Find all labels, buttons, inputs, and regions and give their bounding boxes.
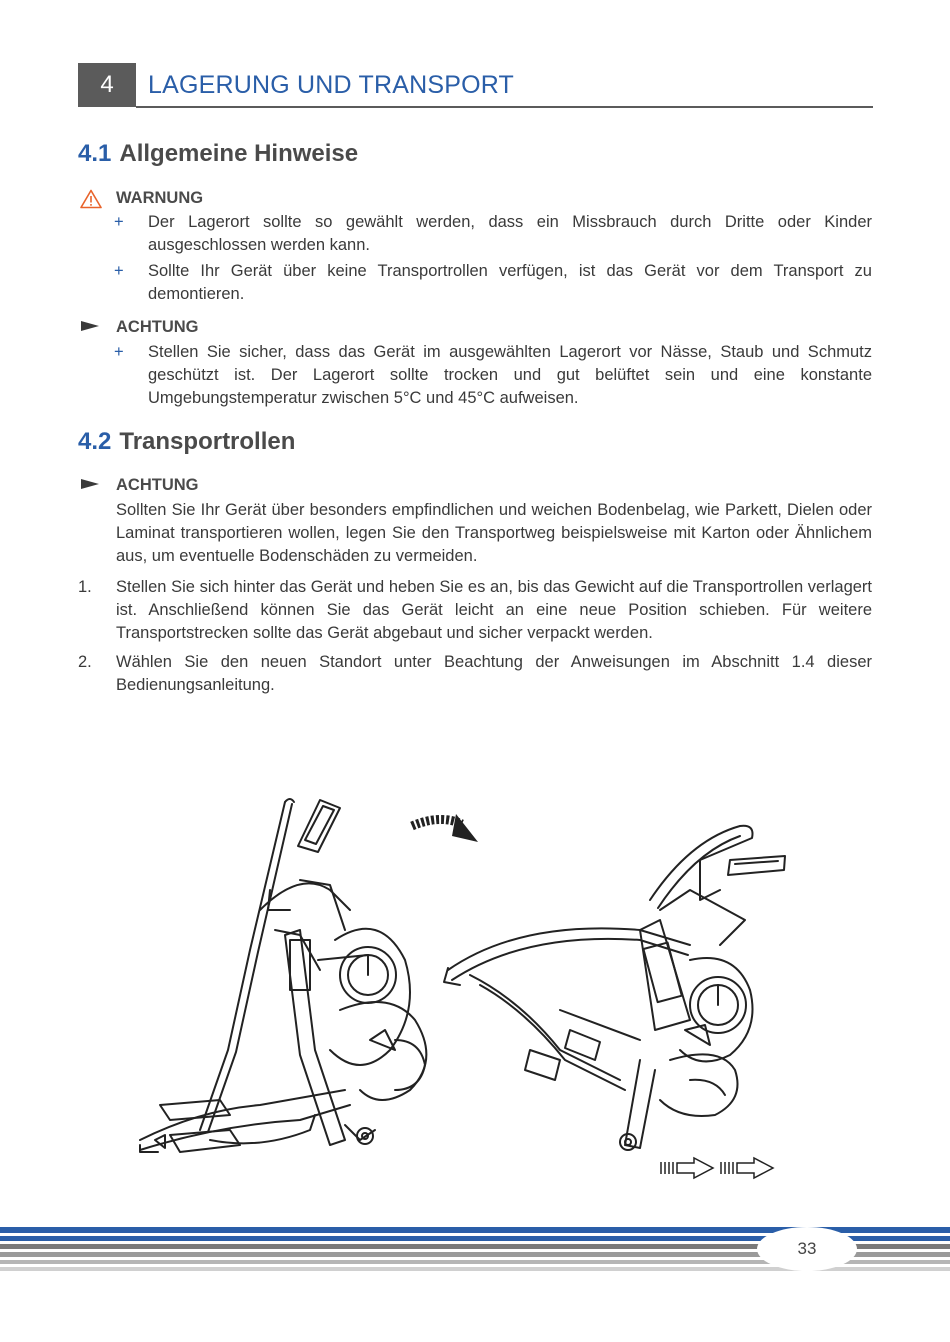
section-heading: Allgemeine Hinweise xyxy=(119,140,359,167)
bullet-plus-icon: + xyxy=(114,213,124,231)
bullet-plus-icon: + xyxy=(114,262,124,280)
section-number: 4.2 xyxy=(78,428,112,455)
section-number: 4.1 xyxy=(78,140,112,167)
warning-label: WARNUNG xyxy=(116,189,204,207)
page-number: 33 xyxy=(757,1227,857,1271)
step-text: Stellen Sie sich hinter das Gerät und heben Sie es an, bis das Gewicht auf die Transportrollen verlagert ist. Anschließend können Sie das Gerät leicht an eine neue Position schieben. Für weitere Transportstrecken sollte das Gerät abgebaut und sicher verpackt werden. xyxy=(116,578,872,642)
transport-illustration xyxy=(0,760,950,1200)
tilt-arrow-icon xyxy=(412,814,478,842)
step-item xyxy=(78,651,872,697)
attention-label: ACHTUNG xyxy=(116,476,199,494)
trainer-tilted-drawing xyxy=(444,826,785,1150)
rolling-arrow-icon xyxy=(661,1158,713,1178)
bullet-plus-icon: + xyxy=(114,343,124,361)
warning-triangle-icon xyxy=(80,189,102,209)
attention-label: ACHTUNG xyxy=(116,318,199,336)
step-text: Wählen Sie den neuen Standort unter Beachtung der Anweisungen im Abschnitt 1.4 dieser Bedienungsanleitung. xyxy=(116,653,872,694)
step-number: 2. xyxy=(78,653,92,671)
chapter-header xyxy=(78,63,873,109)
section-title-4-2 xyxy=(78,428,295,456)
step-item xyxy=(78,576,872,645)
chapter-number: 4 xyxy=(78,63,136,107)
chapter-title: LAGERUNG UND TRANSPORT xyxy=(148,71,515,99)
section-title-4-1 xyxy=(78,140,358,168)
warning-item: + Der Lagerort sollte so gewählt werden, dass ein Missbrauch durch Dritte oder Kinder ausgeschlossen werden kann. xyxy=(114,213,872,254)
chapter-divider xyxy=(136,106,873,108)
attention-arrow-icon xyxy=(80,320,100,332)
step-number: 1. xyxy=(78,578,92,596)
attention-text: Sollten Sie Ihr Gerät über besonders empfindlichen und weichen Bodenbelag, wie Parkett, Dielen oder Laminat transportieren wollen, legen Sie den Transportweg beispielsweise mit Karton oder Ähnlichem aus, um eventuelle Bodenschäden zu vermeiden. xyxy=(116,501,872,565)
trainer-upright-drawing xyxy=(140,799,426,1152)
rolling-arrow-icon xyxy=(721,1158,773,1178)
attention-item: + Stellen Sie sicher, dass das Gerät im ausgewählten Lagerort vor Nässe, Staub und Schmutz geschützt ist. Der Lagerort sollte trocken und gut belüftet sein und eine konstante Umgebungstemperatur zwischen 5°C und 45°C aufweisen. xyxy=(114,343,872,407)
warning-item: + Sollte Ihr Gerät über keine Transportrollen verfügen, ist das Gerät vor dem Transport zu demontieren. xyxy=(114,262,872,303)
section-heading: Transportrollen xyxy=(119,428,296,455)
attention-arrow-icon xyxy=(80,478,100,490)
